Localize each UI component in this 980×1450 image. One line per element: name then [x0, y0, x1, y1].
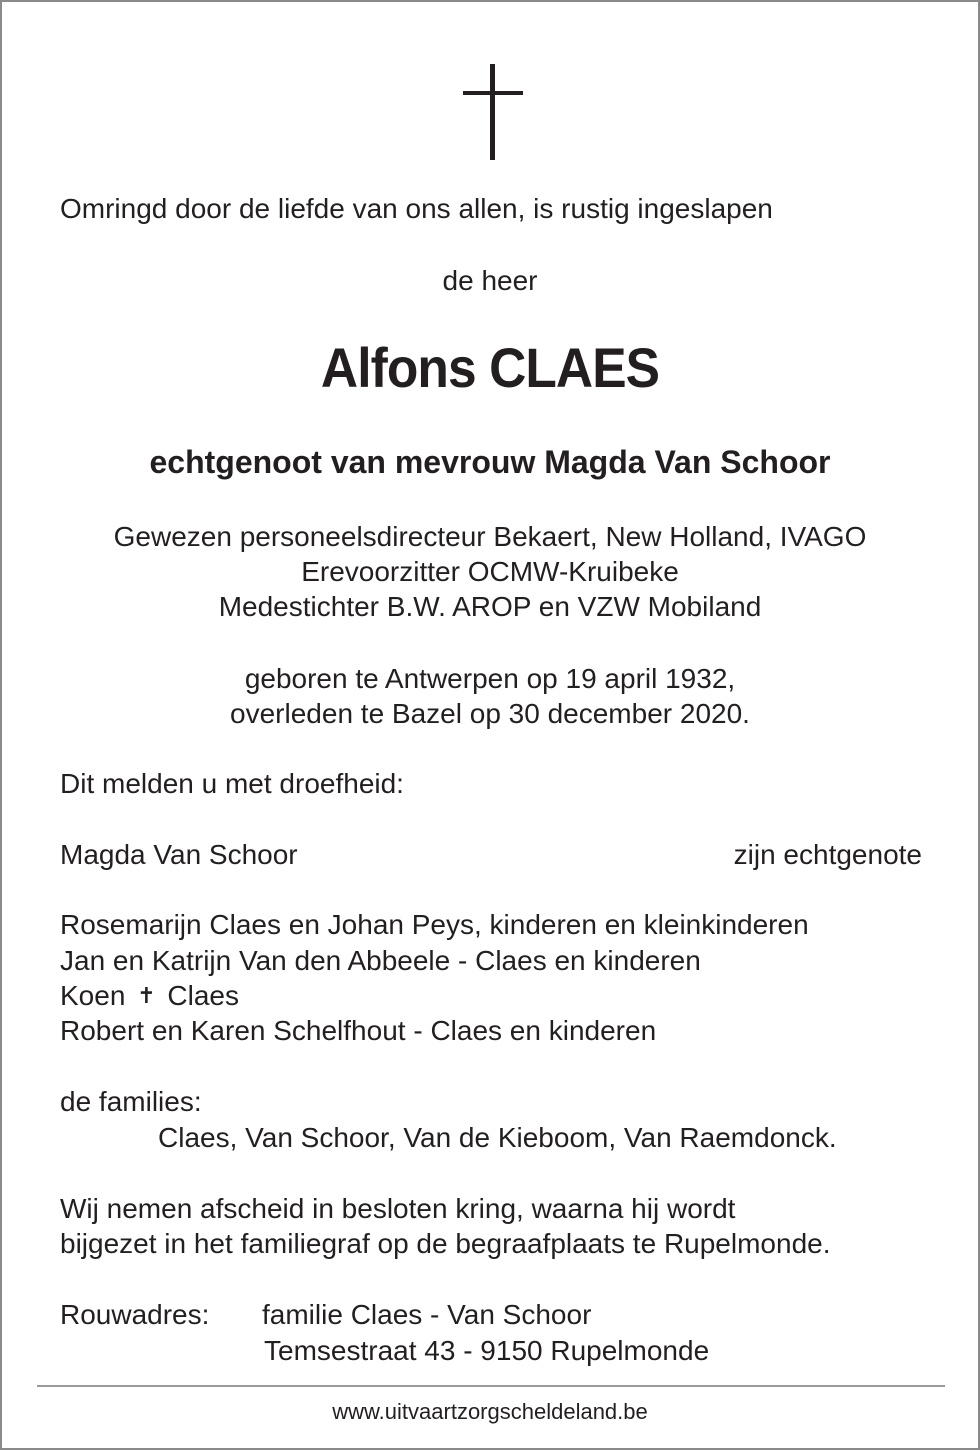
farewell-line-2: bijgezet in het familiegraf op de begraafplaats te Rupelmonde. — [60, 1228, 831, 1259]
small-cross-icon: ✝ — [137, 983, 156, 1008]
child-last-name: Claes — [167, 980, 239, 1011]
spouse-line: echtgenoot van mevrouw Magda Van Schoor — [149, 444, 831, 480]
birth-line: geboren te Antwerpen op 19 april 1932, — [244, 663, 736, 694]
announcement: Dit melden u met droefheid: — [60, 768, 404, 799]
address-label: Rouwadres: — [60, 1299, 210, 1330]
death-line: overleden te Bazel op 30 december 2020. — [230, 698, 750, 729]
children-line-2: Jan en Katrijn Van den Abbeele - Claes en kinderen — [60, 945, 701, 976]
children-line-1: Rosemarijn Claes en Johan Peys, kinderen en kleinkinderen — [60, 909, 809, 940]
children-line-3 — [60, 979, 239, 1015]
families-label: de families: — [60, 1086, 202, 1117]
spouse-entry-relation: zijn echtgenote — [733, 839, 922, 870]
website-link[interactable]: www.uitvaartzorgscheldeland.be — [332, 1399, 648, 1424]
honorific: de heer — [442, 265, 538, 296]
latin-cross-icon — [463, 64, 523, 160]
children-line-4: Robert en Karen Schelfhout - Claes en kinderen — [60, 1015, 657, 1046]
career-line-2: Erevoorzitter OCMW-Kruibeke — [301, 556, 679, 587]
address-line-2: Temsestraat 43 - 9150 Rupelmonde — [264, 1335, 710, 1366]
deceased-name: Alfons CLAES — [320, 336, 660, 399]
child-first-name: Koen — [60, 980, 126, 1011]
families-names: Claes, Van Schoor, Van de Kieboom, Van Raemdonck. — [158, 1122, 837, 1153]
spouse-entry-name: Magda Van Schoor — [60, 839, 298, 870]
career-line-3: Medestichter B.W. AROP en VZW Mobiland — [218, 591, 762, 622]
farewell-line-1: Wij nemen afscheid in besloten kring, waarna hij wordt — [60, 1193, 736, 1224]
address-line-1: familie Claes - Van Schoor — [262, 1299, 592, 1330]
intro-text: Omringd door de liefde van ons allen, is rustig ingeslapen — [60, 193, 773, 224]
footer-divider — [37, 1385, 945, 1387]
career-line-1: Gewezen personeelsdirecteur Bekaert, New Holland, IVAGO — [113, 521, 867, 552]
